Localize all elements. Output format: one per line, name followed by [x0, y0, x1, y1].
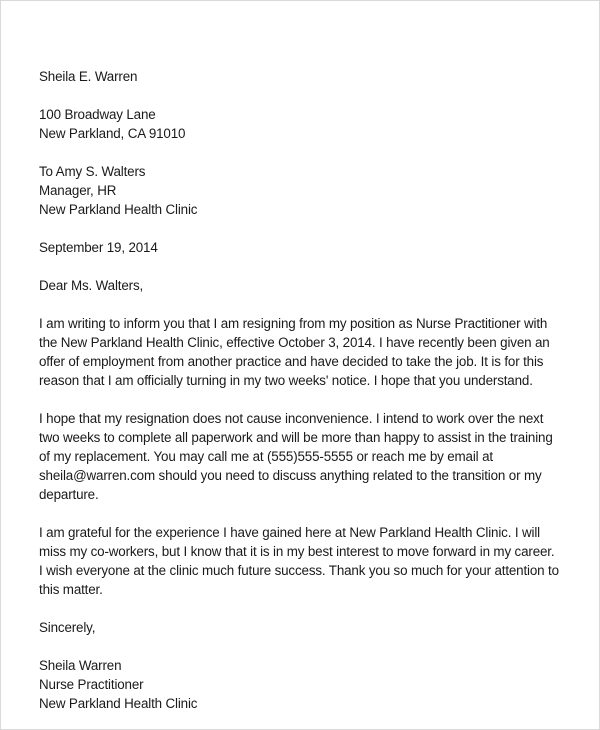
recipient-line3: New Parkland Health Clinic	[39, 202, 198, 217]
paragraph-3	[39, 523, 569, 599]
paragraph-3-line: I wish everyone at the clinic much future success. Thank you so much for your attention to	[39, 563, 559, 578]
paragraph-2	[39, 409, 569, 504]
paragraph-3-line: miss my co-workers, but I know that it is in my best interest to move forward in my career.	[39, 544, 555, 559]
paragraph-2-line: departure.	[39, 487, 99, 502]
sender-address-line2: New Parkland, CA 91010	[39, 126, 186, 141]
signature-organization: New Parkland Health Clinic	[39, 696, 198, 711]
paragraph-3-line: this matter.	[39, 582, 103, 597]
closing: Sincerely,	[39, 620, 96, 635]
paragraph-1-line: reason that I am officially turning in my two weeks' notice. I hope that you understand.	[39, 373, 533, 388]
recipient-line1: To Amy S. Walters	[39, 164, 146, 179]
letter-date: September 19, 2014	[39, 240, 158, 255]
signature-title: Nurse Practitioner	[39, 677, 144, 692]
signature-name: Sheila Warren	[39, 658, 122, 673]
paragraph-2-line: two weeks to complete all paperwork and will be more than happy to assist in the training	[39, 430, 553, 445]
paragraph-3-line: I am grateful for the experience I have gained here at New Parkland Health Clinic. I will	[39, 525, 540, 540]
paragraph-1-line: the New Parkland Health Clinic, effective October 3, 2014. I have recently been given an	[39, 335, 550, 350]
paragraph-2-line: of my replacement. You may call me at (555)555-5555 or reach me by email at	[39, 449, 493, 464]
paragraph-2-line: sheila@warren.com should you need to discuss anything related to the transition or my	[39, 468, 542, 483]
signature-block	[39, 656, 569, 713]
resignation-letter	[39, 67, 569, 713]
salutation: Dear Ms. Walters,	[39, 278, 144, 293]
sender-block	[39, 67, 569, 86]
paragraph-1	[39, 314, 569, 390]
paragraph-1-line: offer of employment from another practice and have decided to take the job. It is for this	[39, 354, 544, 369]
paragraph-1-line: I am writing to inform you that I am resigning from my position as Nurse Practitioner with	[39, 316, 548, 331]
paragraph-2-line: I hope that my resignation does not cause inconvenience. I intend to work over the next	[39, 411, 544, 426]
recipient-block	[39, 162, 569, 219]
sender-name: Sheila E. Warren	[39, 69, 138, 84]
recipient-line2: Manager, HR	[39, 183, 117, 198]
sender-address-line1: 100 Broadway Lane	[39, 107, 156, 122]
sender-address	[39, 105, 569, 143]
